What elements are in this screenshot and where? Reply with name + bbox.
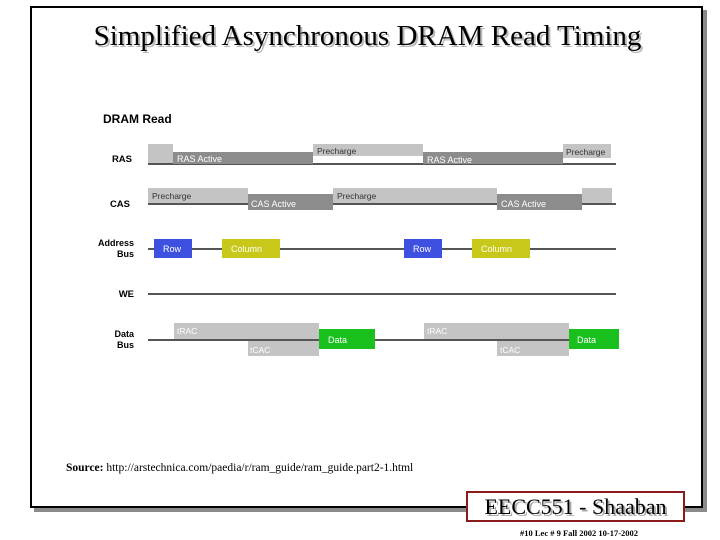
source-url: http://arstechnica.com/paedia/r/ram_guide/ram_guide.part2-1.html bbox=[106, 462, 414, 474]
row-label-address-bus: Bus bbox=[116, 249, 134, 259]
source-label: Source: bbox=[66, 462, 104, 474]
slide-title: Simplified Asynchronous DRAM Read Timing bbox=[93, 20, 642, 52]
row-label-ras: RAS bbox=[111, 154, 132, 165]
address-column-label-1: Column bbox=[231, 244, 263, 254]
data-trac-label-1: tRAC bbox=[177, 326, 198, 336]
address-row-label-2: Row bbox=[413, 244, 432, 254]
ras-precharge-label-1: Precharge bbox=[317, 146, 357, 156]
cas-precharge-label-1: Precharge bbox=[152, 191, 192, 201]
ras-precharge-label-2: Precharge bbox=[566, 147, 606, 157]
row-label-we: WE bbox=[118, 289, 134, 300]
diagram-heading: DRAM Read bbox=[103, 112, 172, 126]
row-label-cas: CAS bbox=[109, 199, 130, 210]
slide-footer: #10 Lec # 9 Fall 2002 10-17-2002 bbox=[520, 528, 639, 538]
ras-active-label-1: RAS Active bbox=[177, 154, 223, 164]
cas-precharge-label-2: Precharge bbox=[337, 191, 377, 201]
ras-precharge-block-start bbox=[148, 144, 173, 163]
data-tcac-label-2: tCAC bbox=[500, 345, 521, 355]
ras-active-label-2: RAS Active bbox=[427, 155, 473, 165]
data-valid-label-1: Data bbox=[328, 335, 348, 345]
address-row-label-1: Row bbox=[163, 244, 182, 254]
dram-timing-diagram bbox=[88, 106, 628, 366]
address-column-label-2: Column bbox=[481, 244, 513, 254]
cas-active-label-1: CAS Active bbox=[251, 199, 297, 209]
data-trac-label-2: tRAC bbox=[427, 326, 448, 336]
cas-active-label-2: CAS Active bbox=[501, 199, 547, 209]
data-valid-label-2: Data bbox=[577, 335, 597, 345]
row-label-data-bus: Bus bbox=[116, 340, 134, 350]
cas-precharge-block-3 bbox=[582, 188, 612, 203]
data-tcac-label-1: tCAC bbox=[250, 345, 271, 355]
source-citation bbox=[66, 462, 413, 474]
course-badge: EECC551 - Shaaban bbox=[466, 491, 685, 522]
row-label-address: Address bbox=[97, 238, 134, 248]
row-label-data: Data bbox=[114, 329, 134, 339]
